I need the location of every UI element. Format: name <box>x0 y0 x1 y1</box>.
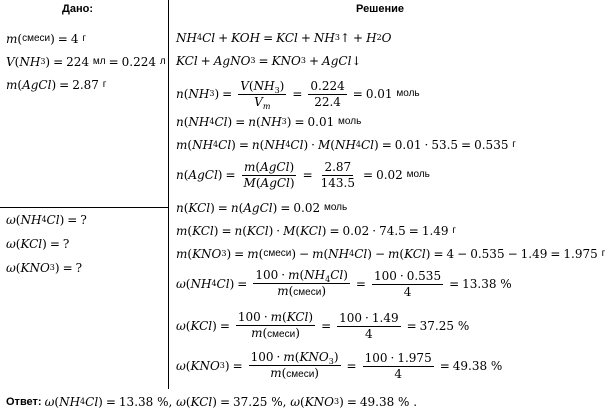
given-line-agcl-mass: m ( AgCl ) = 2.87 г <box>6 78 107 92</box>
vertical-divider <box>168 0 169 389</box>
step-m-kcl: m ( KCl ) = n ( KCl ) · M ( KCl ) = 0.02 · 74.5 = 1.49 г <box>176 224 457 238</box>
step-n-nh4cl: n ( NH 4 Cl ) = n ( NH 3 ) = 0.01 моль <box>176 115 362 129</box>
step-n-kcl: n ( KCl ) = n ( AgCl ) = 0.02 моль <box>176 201 348 215</box>
find-line-kcl: ω ( KCl ) = ? <box>6 237 70 251</box>
answer-label: Ответ: <box>6 396 42 408</box>
step-n-agcl: n ( AgCl ) = $\frac{\text{m(AgCl)}}{\text{M(AgCl)}}$ = $\frac{2.87}{143.5}$ = 0.02 моль <box>176 159 430 190</box>
step-m-kno3: m ( KNO 3 ) = m ( смеси ) − m ( NH 4 Cl ) − m ( KCl ) = 4 − 0.535 − 1.49 = 1.975 г <box>176 247 605 261</box>
answer-line: Ответ: ω ( NH 4 Cl ) = 13.38 %, ω ( KCl ) = 37.25 %, ω ( KNO 3 ) = 49.38 % . <box>6 395 418 409</box>
given-line-mixture-mass: m ( смеси ) = 4 г <box>6 32 86 46</box>
reaction-equation-1: NH 4 Cl + KOH = KCl + NH 3 ↑ + H 2 O <box>176 31 392 45</box>
horizontal-divider <box>0 207 168 208</box>
solution-header: Решение <box>356 3 404 15</box>
given-line-ammonia-volume: V ( NH 3 ) = 224 мл = 0.224 л <box>6 55 166 69</box>
step-m-nh4cl: m ( NH 4 Cl ) = n ( NH 4 Cl ) · M ( NH 4 Cl ) = 0.01 · 53.5 = 0.535 г <box>176 138 516 152</box>
step-n-nh3: n ( NH 3 ) = $\frac{V(NH_3)}{V_m}$ = $\frac{0.224}{22.4}$ = 0.01 моль <box>176 78 420 111</box>
step-w-kno3: ω ( KNO 3 ) = $\frac{100 \cdot m(KNO_3)}{\text{m(смеси)}}$ = $\frac{100 \cdot 1.975}{4}$ = 49.38 % <box>176 350 503 381</box>
step-w-kcl: ω ( KCl ) = $\frac{\text{100 · m(KCl)}}{\text{m(смеси)}}$ = $\frac{100 \cdot 1.49}{4}$ = 37.25 % <box>176 310 470 341</box>
step-w-nh4cl: ω ( NH 4 Cl ) = $\frac{100 \cdot m(NH_4Cl)}{\text{m(смеси)}}$ = $\frac{100 \cdot 0.535}{4}$ = 13.38 % <box>176 268 512 299</box>
find-line-nh4cl: ω ( NH 4 Cl ) = ? <box>6 213 87 227</box>
find-line-kno3: ω ( KNO 3 ) = ? <box>6 261 83 275</box>
given-header: Дано: <box>62 3 93 15</box>
reaction-equation-2: KCl + AgNO 3 = KNO 3 + AgCl ↓ <box>176 54 362 68</box>
